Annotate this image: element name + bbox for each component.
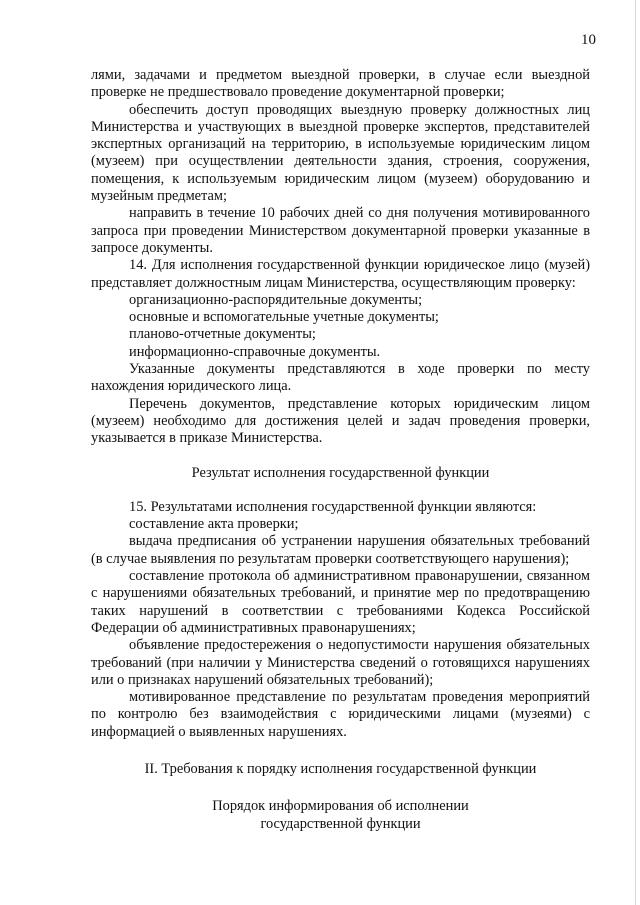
paragraph: Указанные документы представляются в ходе проверки по месту нахождения юридического лица. (91, 361, 590, 395)
spacer (91, 482, 590, 499)
paragraph: планово-отчетные документы; (129, 326, 316, 343)
page-edge (635, 0, 636, 905)
section-heading: государственной функции (260, 815, 421, 832)
paragraph: Перечень документов, представление которых юридическим лицом (музеем) необходимо для достижения целей и задач проведения проверки, указывается в приказе Министерства. (91, 395, 590, 447)
section-heading: II. Требования к порядку исполнения государственной функции (144, 760, 537, 777)
paragraph: мотивированное представление по результатам проведения мероприятий по контролю без взаимодействия с юридическими лицами (музеями) с информацией о выявленных нарушениях. (91, 689, 590, 740)
paragraph: информационно-справочные документы. (129, 343, 381, 360)
spacer (91, 778, 590, 798)
paragraph: обеспечить доступ проводящих выездную проверку должностных лиц Министерства и участвующих в выездной проверке экспертов, представителей экспертных организаций на территорию, в используемые юридическим лицом (музеем) при осуществлении деятельности здания, строения, сооружения, помещения, к используемым юридическим лицом (музеем) оборудованию и музейным предметам; (91, 101, 590, 205)
paragraph: организационно-распорядительные документы; (129, 291, 423, 308)
paragraph: выдача предписания об устранении нарушения обязательных требований (в случае выявления по результатам проверки соответствующего нарушения); (91, 533, 590, 567)
paragraph: лями, задачами и предметом выездной проверки, в случае если выездной проверке не предшествовало проведение документарной проверки; (91, 67, 590, 101)
spacer (91, 741, 590, 761)
paragraph: объявление предостережения о недопустимости нарушения обязательных требований (при наличии у Министерства сведений о готовящихся нарушениях или о признаках нарушений обязательных требований); (91, 637, 590, 688)
paragraph: основные и вспомогательные учетные документы; (129, 309, 439, 326)
page-number: 10 (581, 32, 596, 48)
paragraph: составление протокола об административном правонарушении, связанном с нарушениями обязательных требований, и принятие мер по предотвращению таких нарушений в соответствии с требованиями Кодекса Российской Федерации об административных правонарушениях; (91, 568, 590, 636)
spacer (91, 448, 590, 465)
section-heading: Результат исполнения государственной функции (191, 464, 490, 481)
paragraph: 15. Результатами исполнения государственной функции являются: (129, 498, 537, 515)
paragraph: направить в течение 10 рабочих дней со дня получения мотивированного запроса при проведении Министерством документарной проверки указанные в запросе документы. (91, 205, 590, 256)
paragraph: составление акта проверки; (129, 516, 299, 533)
paragraph: 14. Для исполнения государственной функции юридическое лицо (музей) представляет должностным лицам Министерства, осуществляющим проверку: (91, 257, 590, 291)
document-body (91, 67, 590, 833)
section-heading: Порядок информирования об исполнении (212, 798, 469, 815)
